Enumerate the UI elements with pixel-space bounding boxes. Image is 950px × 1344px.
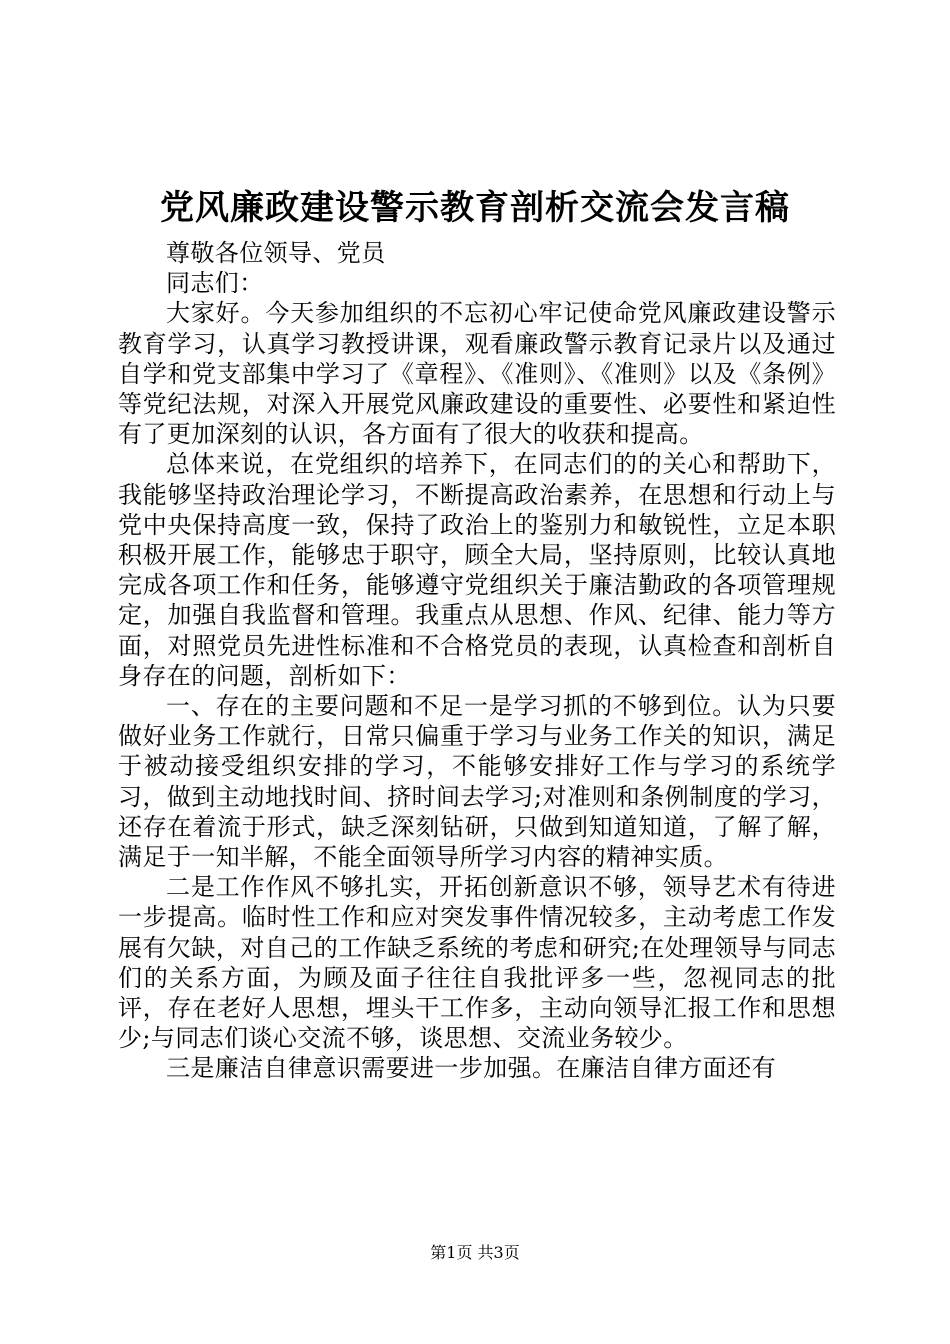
body-paragraph: 一、存在的主要问题和不足一是学习抓的不够到位。认为只要做好业务工作就行，日常只偏重于学习与业务工作关的知识，满足于被动接受组织安排的学习，不能够安排好工作与学习的系统学习，做到主动地找时间、挤时间去学习;对准则和条例制度的学习，还存在着流于形式，缺乏深刻钻研，只做到知道知道，了解了解，满足于一知半解，不能全面领导所学习内容的精神实质。 xyxy=(118,692,836,872)
salutation-line: 尊敬各位领导、党员 xyxy=(166,239,386,267)
salutation-line: 同志们： xyxy=(166,269,264,298)
body-paragraph: 大家好。今天参加组织的不忘初心牢记使命党风廉政建设警示教育学习，认真学习教授讲课，观看廉政警示教育记录片以及通过自学和党支部集中学习了《章程》、《准则》、《准则》以及《条例》等党纪法规，对深入开展党风廉政建设的重要性、必要性和紧迫性有了更加深刻的认识，各方面有了很大的收获和提高。 xyxy=(118,299,836,449)
body-paragraph: 总体来说，在党组织的培养下，在同志们的的关心和帮助下，我能够坚持政治理论学习，不断提高政治素养，在思想和行动上与党中央保持高度一致，保持了政治上的鉴别力和敏锐性，立足本职积极开展工作，能够忠于职守，顾全大局，坚持原则，比较认真地完成各项工作和任务，能够遵守党组织关于廉洁勤政的各项管理规定，加强自我监督和管理。我重点从思想、作风、纪律、能力等方面，对照党员先进性标准和不合格党员的表现，认真检查和剖析自身存在的问题，剖析如下： xyxy=(118,450,836,690)
document-title: 党风廉政建设警示教育剖析交流会发言稿 xyxy=(160,188,790,228)
document-body xyxy=(118,238,836,1084)
body-paragraph: 三是廉洁自律意识需要进一步加强。在廉洁自律方面还有 xyxy=(166,1054,776,1083)
page-footer: 第1页 共3页 xyxy=(430,1243,520,1262)
body-paragraph: 二是工作作风不够扎实，开拓创新意识不够，领导艺术有待进一步提高。临时性工作和应对突发事件情况较多，主动考虑工作发展有欠缺，对自己的工作缺乏系统的考虑和研究;在处理领导与同志们的关系方面，为顾及面子往往自我批评多一些，忽视同志的批评，存在老好人思想，埋头干工作多，主动向领导汇报工作和思想少;与同志们谈心交流不够，谈思想、交流业务较少。 xyxy=(118,873,836,1053)
